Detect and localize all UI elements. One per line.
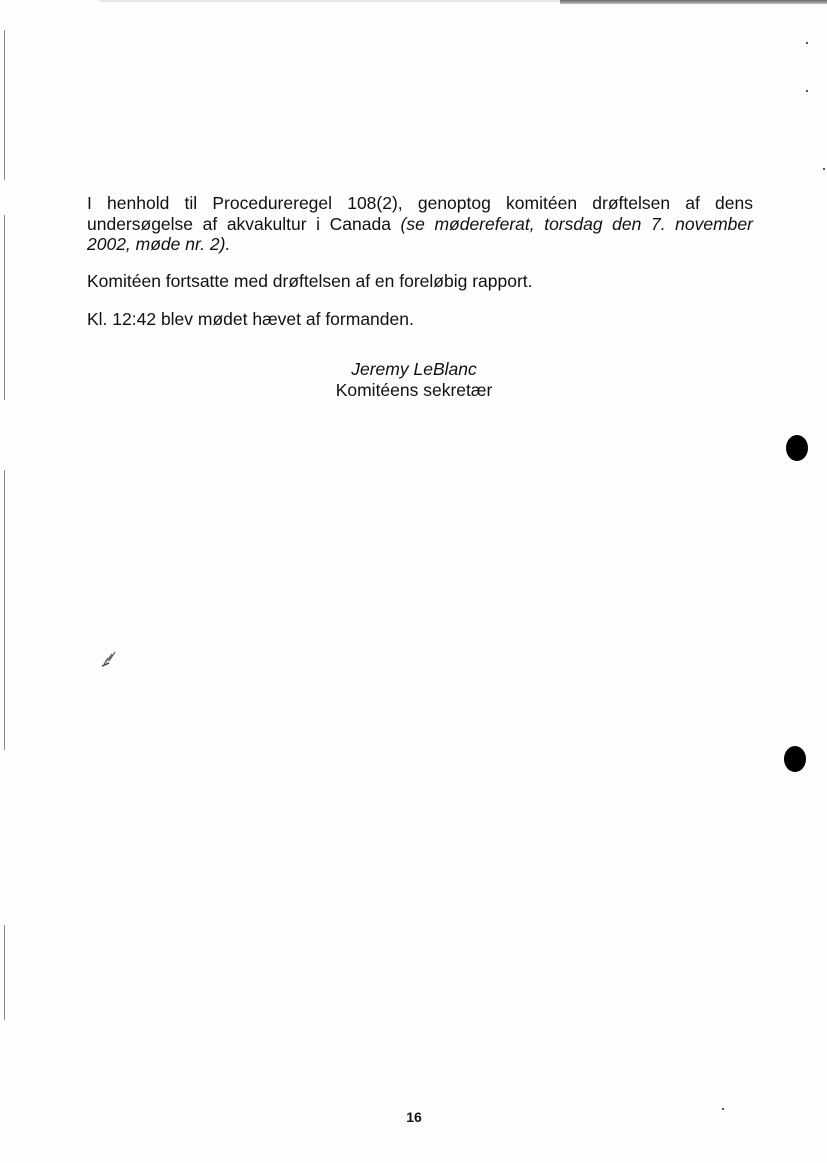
paragraph-adjourned: Kl. 12:42 blev mødet hævet af formanden. [87, 309, 414, 329]
scan-edge-left [4, 470, 5, 750]
paragraph-resumed-discussion [87, 193, 753, 255]
scan-edge-left [4, 925, 5, 1020]
signature-title: Komitéens sekretær [335, 380, 493, 400]
scan-speck [823, 168, 825, 170]
scan-speck [722, 1108, 724, 1110]
punch-hole [786, 435, 808, 461]
paragraph-continued: Komitéen fortsatte med drøftelsen af en foreløbig rapport. [87, 271, 533, 291]
scan-edge-left [4, 215, 5, 400]
paragraph-text: I henhold til Procedureregel 108(2), genoptog komitéen drøftelsen af dens undersøgelse af akvakultur i Canada [87, 193, 753, 234]
scan-speck [806, 90, 808, 92]
scan-mark [100, 648, 120, 670]
signature-name: Jeremy LeBlanc [351, 359, 477, 379]
punch-hole [784, 746, 806, 772]
scan-speck [806, 42, 808, 44]
scan-edge-top [560, 0, 827, 4]
scan-edge-top-faint [100, 0, 560, 2]
page-number: 16 [406, 1109, 422, 1125]
scan-edge-left [4, 30, 5, 180]
paragraph-reference: (se mødereferat, torsdag den 7. november 2002, møde nr. 2). [87, 213, 753, 254]
